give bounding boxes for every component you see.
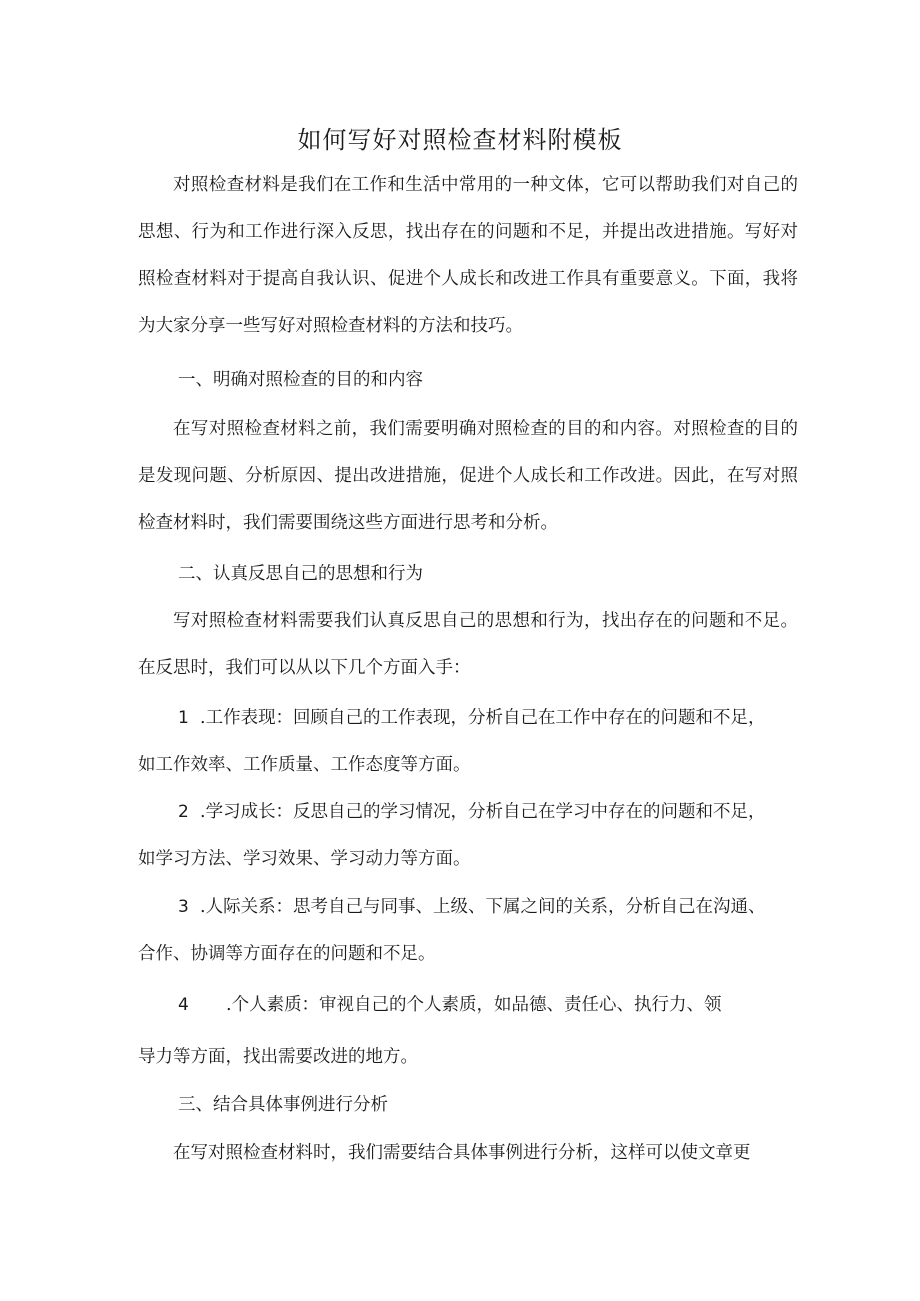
list-item-2-number: 2 [178, 802, 189, 822]
list-item-3 [178, 884, 766, 931]
document-title: 如何写好对照检查材料附模板 [297, 126, 623, 154]
list-item-3-continuation: 合作、协调等方面存在的问题和不足。 [138, 944, 436, 964]
section-2-heading: 二、认真反思自己的思想和行为 [178, 564, 423, 584]
intro-paragraph: 对照检查材料是我们在工作和生活中常用的一种文体，它可以帮助我们对自己的思想、行为和工作进行深入反思，找出存在的问题和不足，并提出改进措施。写好对照检查材料对于提高自我认识、促进个人成长和改进工作具有重要意义。下面，我将为大家分享一些写好对照检查材料的方法和技巧。 [138, 175, 798, 336]
list-item-2-text: .学习成长：反思自己的学习情况，分析自己在学习中存在的问题和不足， [200, 802, 766, 822]
section-1-body: 在写对照检查材料之前，我们需要明确对照检查的目的和内容。对照检查的目的是发现问题、分析原因、提出改进措施，促进个人成长和工作改进。因此，在写对照检查材料时，我们需要围绕这些方面进行思考和分析。 [138, 419, 798, 533]
list-item-3-text: .人际关系：思考自己与同事、上级、下属之间的关系，分析自己在沟通、 [200, 897, 766, 917]
list-item-4-text: .个人素质：审视自己的个人素质，如品德、责任心、执行力、领 [226, 995, 722, 1015]
list-item-1-text: .工作表现：回顾自己的工作表现，分析自己在工作中存在的问题和不足， [200, 708, 766, 728]
list-item-1-number: 1 [178, 708, 189, 728]
list-item-4 [178, 982, 722, 1029]
list-item-1-continuation: 如工作效率、工作质量、工作态度等方面。 [138, 755, 471, 775]
list-item-3-number: 3 [178, 897, 189, 917]
section-1-heading: 一、明确对照检查的目的和内容 [178, 370, 423, 390]
section-3-heading: 三、结合具体事例进行分析 [178, 1095, 388, 1115]
list-item-2 [178, 789, 766, 836]
list-item-4-number: 4 [178, 995, 189, 1015]
section-3-body: 在写对照检查材料时，我们需要结合具体事例进行分析，这样可以使文章更 [173, 1143, 751, 1163]
list-item-4-continuation: 导力等方面，找出需要改进的地方。 [138, 1047, 418, 1067]
list-item-1 [178, 695, 766, 742]
section-2-body: 写对照检查材料需要我们认真反思自己的思想和行为，找出存在的问题和不足。在反思时，我们可以从以下几个方面入手： [138, 611, 798, 678]
list-item-2-continuation: 如学习方法、学习效果、学习动力等方面。 [138, 849, 471, 869]
